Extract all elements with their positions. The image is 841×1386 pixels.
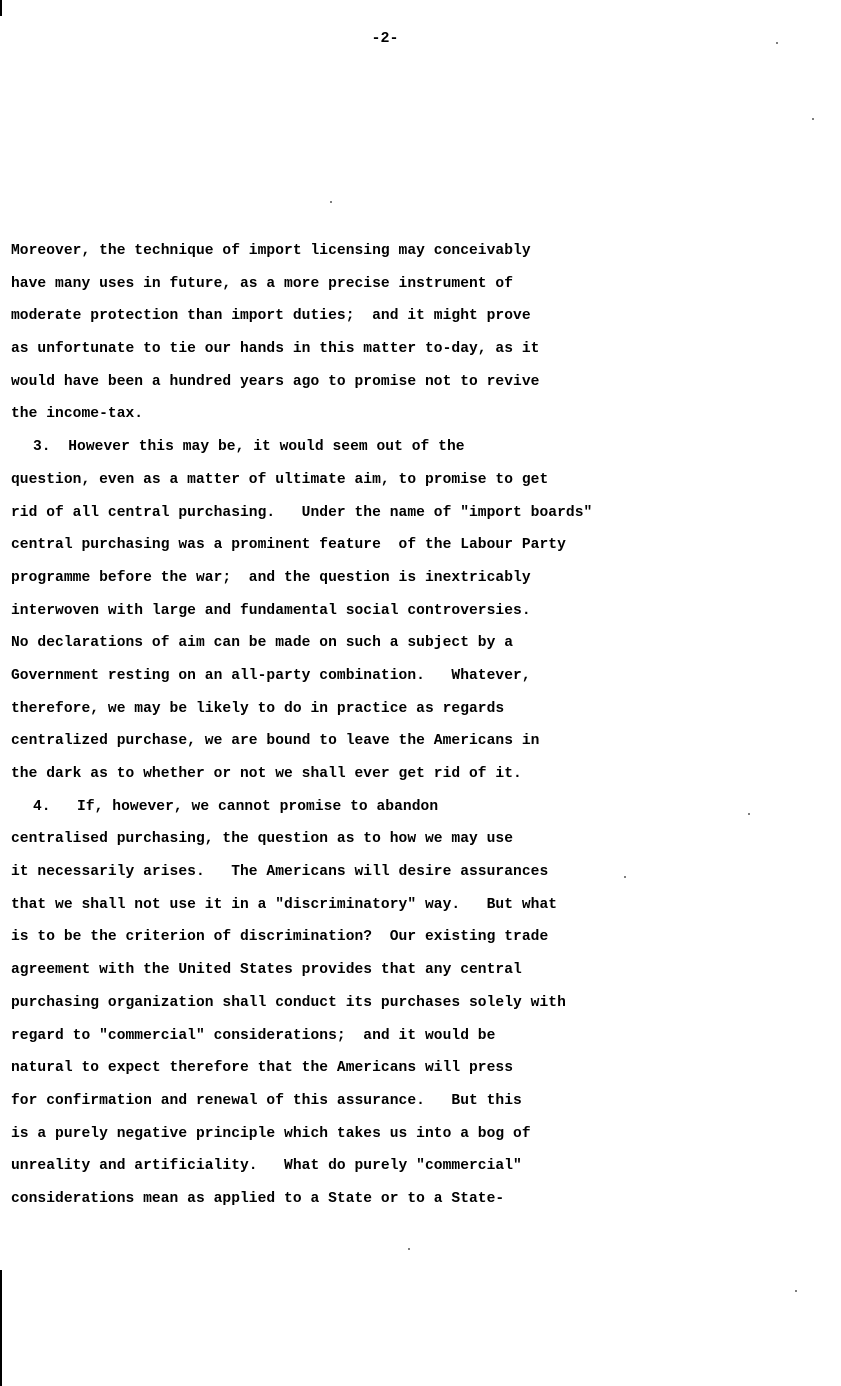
scan-speck xyxy=(776,42,778,44)
text-line: moderate protection than import duties; and it might prove xyxy=(11,308,531,325)
text-line: unreality and artificiality. What do purely "commercial" xyxy=(11,1158,522,1175)
text-line: Government resting on an all-party combination. Whatever, xyxy=(11,667,531,684)
text-line: it necessarily arises. The Americans will desire assurances xyxy=(11,864,549,881)
scan-speck xyxy=(330,201,332,203)
text-line: Moreover, the technique of import licensing may conceivably xyxy=(11,243,531,259)
text-line: interwoven with large and fundamental social controversies. xyxy=(11,602,531,619)
scan-speck xyxy=(795,1290,797,1292)
text-line: agreement with the United States provides that any central xyxy=(11,962,522,979)
text-line: for confirmation and renewal of this assurance. But this xyxy=(11,1092,522,1109)
text-line: centralised purchasing, the question as to how we may use xyxy=(11,831,514,848)
scan-speck xyxy=(624,876,626,878)
text-line: question, even as a matter of ultimate aim, to promise to get xyxy=(11,471,549,488)
text-line: therefore, we may be likely to do in practice as regards xyxy=(11,700,505,717)
left-edge-mark-top xyxy=(0,0,2,16)
scan-speck xyxy=(748,813,750,815)
left-edge-mark-bottom xyxy=(0,1270,2,1386)
page-number: -2- xyxy=(371,30,399,47)
body-text xyxy=(11,240,836,1221)
text-line: No declarations of aim can be made on such a subject by a xyxy=(11,635,514,652)
text-line: considerations mean as applied to a State or to a State- xyxy=(11,1190,505,1207)
scan-speck xyxy=(408,1248,410,1250)
text-line: centralized purchase, we are bound to leave the Americans in xyxy=(11,733,540,750)
text-line: would have been a hundred years ago to promise not to revive xyxy=(11,373,540,390)
text-line: natural to expect therefore that the Americans will press xyxy=(11,1060,514,1077)
text-line: rid of all central purchasing. Under the name of "import boards" xyxy=(11,504,593,521)
text-line: regard to "commercial" considerations; and it would be xyxy=(11,1027,496,1044)
text-line: have many uses in future, as a more precise instrument of xyxy=(11,275,514,292)
text-line: central purchasing was a prominent feature of the Labour Party xyxy=(11,537,566,554)
text-line: the dark as to whether or not we shall ever get rid of it. xyxy=(11,766,522,782)
text-line: the income-tax. xyxy=(11,406,144,423)
paragraph-3-start: 3. However this may be, it would seem out of the xyxy=(33,439,465,456)
text-line: is to be the criterion of discrimination? Our existing trade xyxy=(11,929,549,946)
text-line: is a purely negative principle which takes us into a bog of xyxy=(11,1125,531,1142)
text-line: that we shall not use it in a "discriminatory" way. But what xyxy=(11,896,558,913)
text-line: programme before the war; and the question is inextricably xyxy=(11,569,531,586)
paragraph-4-start: 4. If, however, we cannot promise to abandon xyxy=(33,798,439,815)
text-line: purchasing organization shall conduct its purchases solely with xyxy=(11,994,566,1011)
text-line: as unfortunate to tie our hands in this matter to-day, as it xyxy=(11,341,540,358)
scan-speck xyxy=(812,118,814,120)
